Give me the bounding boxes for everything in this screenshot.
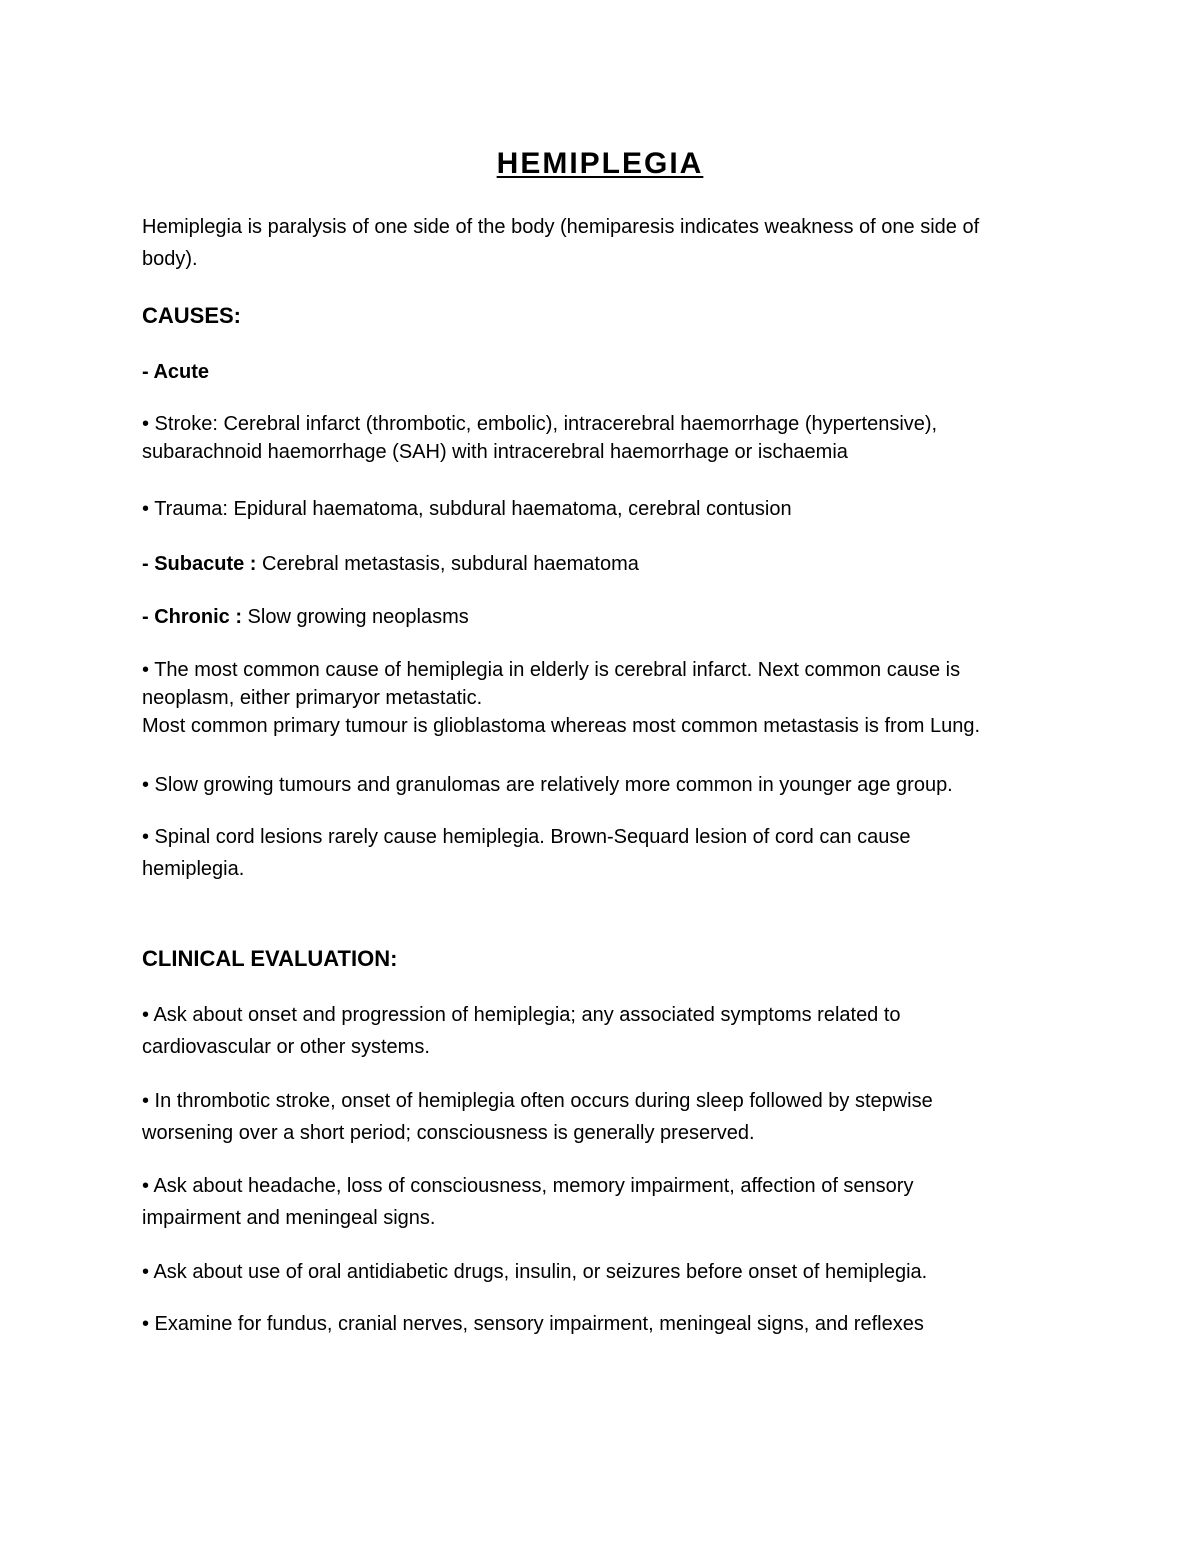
chronic-text: Slow growing neoplasms — [242, 606, 469, 628]
common-cause-line-2: neoplasm, either primaryor metastatic. — [142, 687, 483, 709]
clinical-item-2-line-2: worsening over a short period; consciousness is generally preserved. — [142, 1122, 755, 1144]
clinical-item — [142, 1308, 1072, 1340]
common-cause-line-1: • The most common cause of hemiplegia in elderly is cerebral infarct. Next common cause is — [142, 659, 961, 681]
clinical-item-3-line-2: impairment and meningeal signs. — [142, 1207, 436, 1229]
subacute-text: Cerebral metastasis, subdural haematoma — [256, 553, 639, 575]
clinical-item-2-line-1: • In thrombotic stroke, onset of hemiplegia often occurs during sleep followed by stepwise — [142, 1090, 933, 1112]
clinical-item — [142, 1170, 1072, 1234]
intro-line-2: body). — [142, 248, 198, 270]
clinical-heading: CLINICAL EVALUATION: — [142, 946, 398, 971]
intro-paragraph — [142, 211, 1072, 275]
page-title-text: HEMIPLEGIA — [496, 147, 704, 180]
acute-label: - Acute — [142, 361, 210, 383]
spinal-line-1: • Spinal cord lesions rarely cause hemiplegia. Brown-Sequard lesion of cord can cause — [142, 826, 911, 848]
intro-line-1: Hemiplegia is paralysis of one side of the body (hemiparesis indicates weakness of one side of — [142, 216, 980, 238]
spinal-paragraph — [142, 821, 1072, 885]
clinical-item-1-line-1: • Ask about onset and progression of hemiplegia; any associated symptoms related to — [142, 1004, 901, 1026]
clinical-item — [142, 1256, 1072, 1288]
clinical-item-4-line-1: • Ask about use of oral antidiabetic drugs, insulin, or seizures before onset of hemiplegia. — [142, 1261, 928, 1283]
subacute-paragraph — [142, 548, 1072, 580]
clinical-item — [142, 1085, 1072, 1149]
common-cause-paragraph — [142, 656, 1072, 740]
subacute-label: - Subacute : — [142, 553, 257, 575]
slow-growing-paragraph: • Slow growing tumours and granulomas are relatively more common in younger age group. — [142, 774, 953, 796]
page-title — [0, 146, 1200, 182]
trauma-paragraph: • Trauma: Epidural haematoma, subdural haematoma, cerebral contusion — [142, 498, 792, 520]
clinical-item-3-line-1: • Ask about headache, loss of consciousness, memory impairment, affection of sensory — [142, 1175, 914, 1197]
clinical-item — [142, 999, 1072, 1063]
causes-heading: CAUSES: — [142, 303, 242, 328]
common-cause-line-3: Most common primary tumour is glioblastoma whereas most common metastasis is from Lung. — [142, 715, 981, 737]
chronic-paragraph — [142, 601, 1072, 633]
spinal-line-2: hemiplegia. — [142, 858, 245, 880]
stroke-line-2: subarachnoid haemorrhage (SAH) with intracerebral haemorrhage or ischaemia — [142, 441, 848, 463]
chronic-label: - Chronic : — [142, 606, 242, 628]
clinical-item-5-line-1: • Examine for fundus, cranial nerves, sensory impairment, meningeal signs, and reflexes — [142, 1313, 924, 1335]
clinical-item-1-line-2: cardiovascular or other systems. — [142, 1036, 430, 1058]
stroke-line-1: • Stroke: Cerebral infarct (thrombotic, embolic), intracerebral haemorrhage (hypertensive), — [142, 413, 938, 435]
stroke-paragraph — [142, 410, 1072, 466]
